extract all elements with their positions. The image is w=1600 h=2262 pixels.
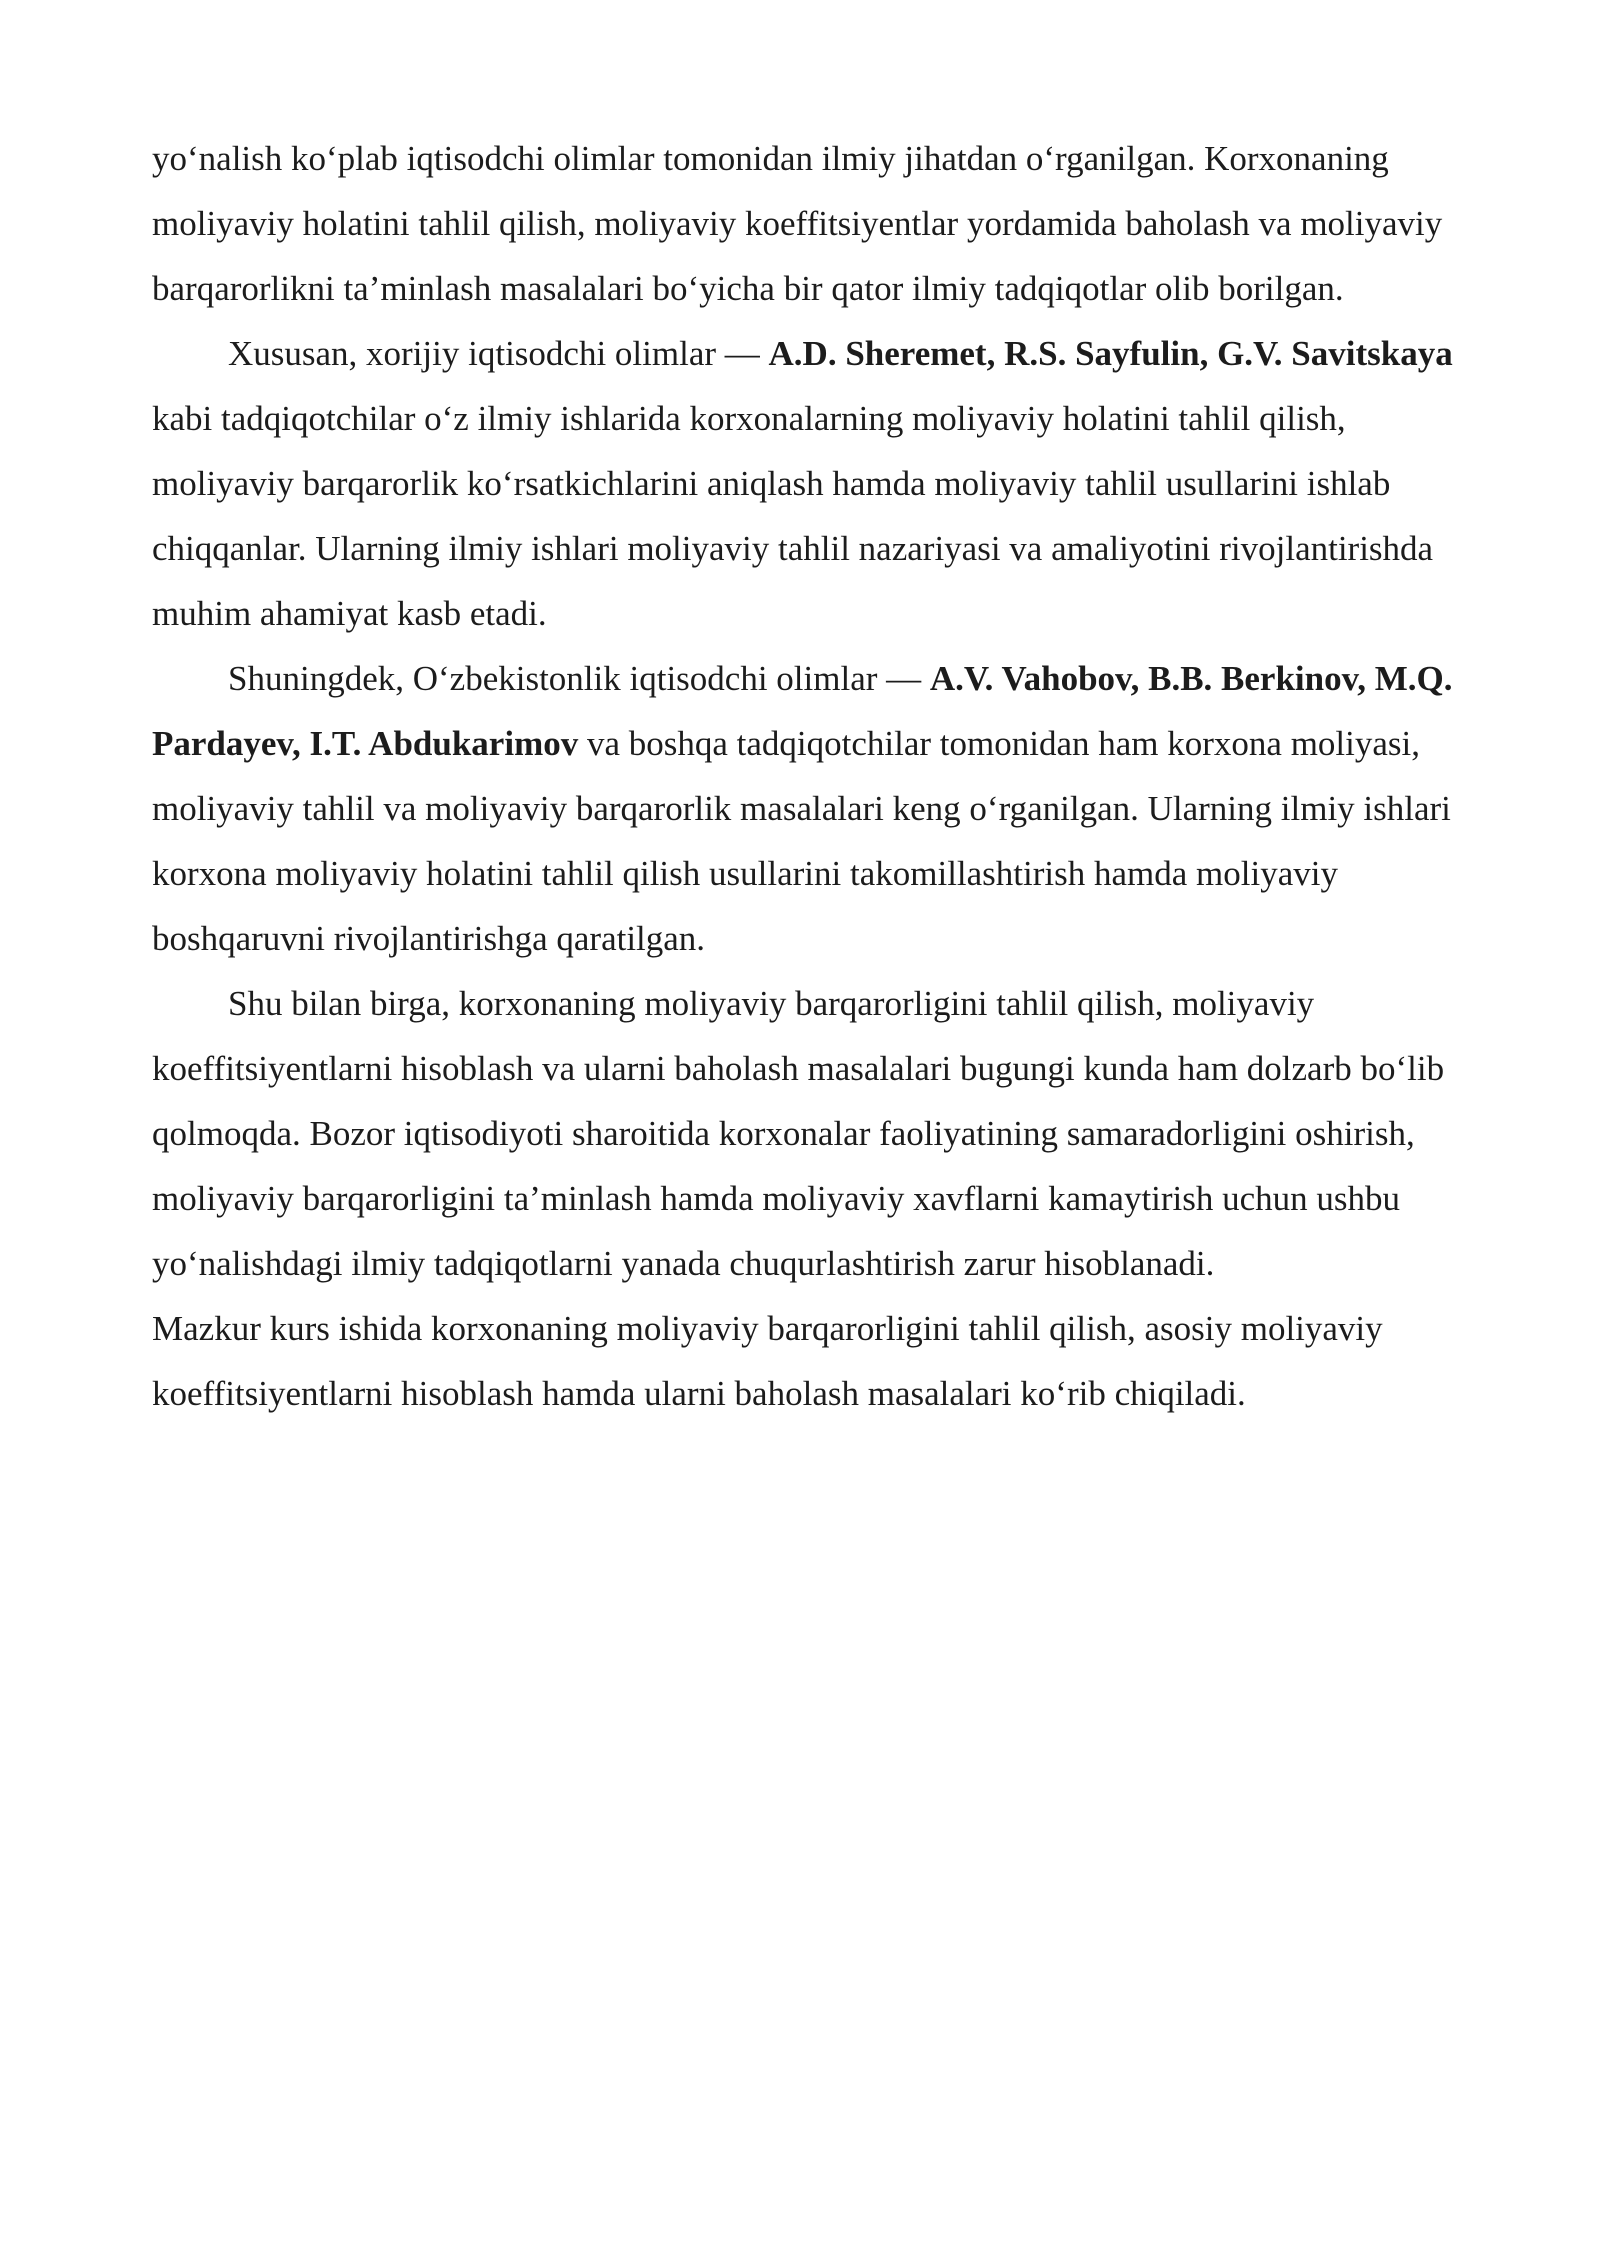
foreign-authors-names: A.D. Sheremet, R.S. Sayfulin, G.V. Savitskaya <box>768 334 1453 373</box>
paragraph-course-work-scope: Mazkur kurs ishida korxonaning moliyaviy barqarorligini tahlil qilish, asosiy moliyaviy koeffitsiyentlarni hisoblash hamda ularni baholash masalalari ko‘rib chiqiladi. <box>152 1309 1383 1413</box>
paragraph-relevance: Shu bilan birga, korxonaning moliyaviy barqarorligini tahlil qilish, moliyaviy koeffitsiyentlarni hisoblash va ularni baholash masalalari bugungi kunda ham dolzarb bo‘lib qolmoqda. Bozor iqtisodiyoti sharoitida korxonalar faoliyatining samaradorligini oshirish, moliyaviy barqarorligini ta’minlash hamda moliyaviy xavflarni kamaytirish uchun ushbu yo‘nalishdagi ilmiy tadqiqotlarni yanada chuqurlashtirish zarur hisoblanadi. <box>152 984 1445 1283</box>
paragraph-text: kabi tadqiqotchilar o‘z ilmiy ishlarida korxonalarning moliyaviy holatini tahlil qilish, moliyaviy barqarorlik ko‘rsatkichlarini aniqlash hamda moliyaviy tahlil usullarini ishlab chiqqanlar. Ularning ilmiy ishlari moliyaviy tahlil nazariyasi va amaliyotini rivojlantirishda muhim ahamiyat kasb etadi. <box>152 399 1434 633</box>
paragraph-intro-continuation: yo‘nalish ko‘plab iqtisodchi olimlar tomonidan ilmiy jihatdan o‘rganilgan. Korxonaning moliyaviy holatini tahlil qilish, moliyaviy koeffitsiyentlar yordamida baholash va moliyaviy barqarorlikni ta’minlash masalalari bo‘yicha bir qator ilmiy tadqiqotlar olib borilgan. <box>152 139 1443 308</box>
uzbek-authors-names: A.V. Vahobov, B.B. Berkinov, M.Q. Pardayev, I.T. Abdukarimov <box>152 659 1453 763</box>
paragraph-text: Xususan, xorijiy iqtisodchi olimlar — <box>228 334 769 373</box>
paragraph-text: va boshqa tadqiqotchilar tomonidan ham korxona moliyasi, moliyaviy tahlil va moliyaviy barqarorlik masalalari keng o‘rganilgan. Ularning ilmiy ishlari korxona moliyaviy holatini tahlil qilish usullarini takomillashtirish hamda moliyaviy boshqaruvni rivojlantirishga qaratilgan. <box>152 724 1451 958</box>
document-page <box>152 126 1492 1426</box>
paragraph-foreign-scholars <box>152 321 1492 646</box>
paragraph-text: Shuningdek, O‘zbekistonlik iqtisodchi olimlar — <box>228 659 930 698</box>
paragraph-uzbek-scholars <box>152 646 1492 971</box>
